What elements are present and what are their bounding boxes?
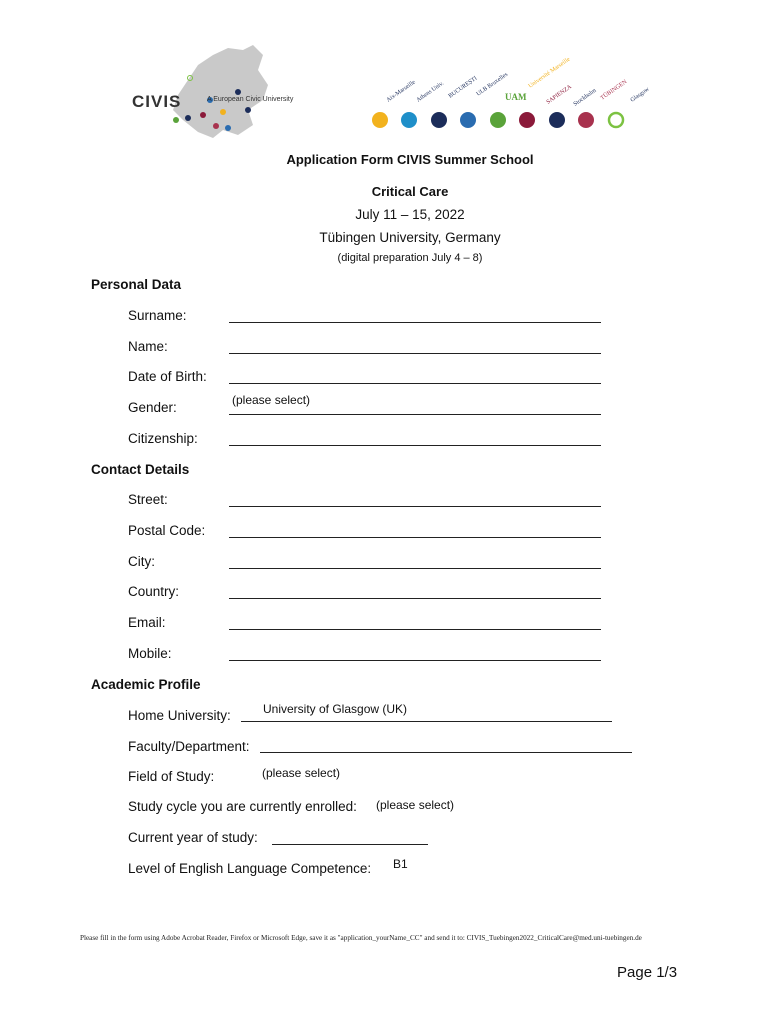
citizenship-label: Citizenship: bbox=[128, 431, 198, 446]
civis-wordmark: CIVIS bbox=[132, 92, 182, 111]
preparation-dates: (digital preparation July 4 – 8) bbox=[337, 252, 483, 264]
field-of-study-select[interactable]: (please select) bbox=[262, 766, 341, 780]
current-year-label: Current year of study: bbox=[128, 830, 258, 845]
partner-logos bbox=[370, 40, 700, 145]
city-label: City: bbox=[128, 554, 155, 569]
partner-universities-icon bbox=[370, 40, 700, 145]
postal-code-field[interactable] bbox=[229, 537, 601, 538]
faculty-label: Faculty/Department: bbox=[128, 739, 250, 754]
country-field[interactable] bbox=[229, 598, 601, 599]
english-level-label: Level of English Language Competence: bbox=[128, 861, 372, 876]
email-label: Email: bbox=[128, 615, 166, 630]
english-level-select[interactable]: B1 bbox=[393, 857, 408, 871]
home-university-label: Home University: bbox=[128, 708, 231, 723]
email-field[interactable] bbox=[229, 629, 601, 630]
footer-instructions: Please fill in the form using Adobe Acrobat Reader, Firefox or Microsoft Edge, save it as "application_yourName_CC" and send it to: CIVIS_Tuebingen2022_CriticalCare@med.uni-tuebingen.de bbox=[80, 934, 642, 942]
svg-text:Stockholm: Stockholm bbox=[572, 87, 598, 108]
svg-text:Aix-Marseille: Aix-Marseille bbox=[385, 79, 417, 104]
form-title: Application Form CIVIS Summer School bbox=[286, 152, 534, 167]
field-of-study-label: Field of Study: bbox=[128, 769, 215, 784]
faculty-field[interactable] bbox=[260, 752, 632, 753]
course-location: Tübingen University, Germany bbox=[319, 230, 501, 245]
street-label: Street: bbox=[128, 492, 168, 507]
svg-text:Glasgow: Glasgow bbox=[629, 86, 651, 104]
name-label: Name: bbox=[128, 339, 168, 354]
current-year-field[interactable] bbox=[272, 844, 428, 845]
country-label: Country: bbox=[128, 584, 180, 599]
city-field[interactable] bbox=[229, 568, 601, 569]
surname-label: Surname: bbox=[128, 308, 187, 323]
gender-label: Gender: bbox=[128, 400, 177, 415]
home-university-line bbox=[241, 721, 612, 722]
course-title: Critical Care bbox=[371, 184, 449, 199]
svg-text:Université Marseille: Université Marseille bbox=[527, 56, 572, 90]
section-academic-profile: Academic Profile bbox=[91, 677, 201, 692]
civis-logo bbox=[128, 40, 308, 140]
street-field[interactable] bbox=[229, 506, 601, 507]
svg-text:Athens Univ.: Athens Univ. bbox=[415, 80, 446, 104]
gender-field-line bbox=[229, 414, 601, 415]
mobile-field[interactable] bbox=[229, 660, 601, 661]
svg-text:UAM: UAM bbox=[505, 92, 527, 102]
gender-select[interactable]: (please select) bbox=[232, 393, 311, 407]
study-cycle-label: Study cycle you are currently enrolled: bbox=[128, 799, 357, 814]
mobile-label: Mobile: bbox=[128, 646, 172, 661]
citizenship-field[interactable] bbox=[229, 445, 601, 446]
home-university-select[interactable]: University of Glasgow (UK) bbox=[263, 702, 408, 716]
svg-text:ULB Bruxelles: ULB Bruxelles bbox=[475, 71, 510, 98]
name-field[interactable] bbox=[229, 353, 601, 354]
page-number: Page 1/3 bbox=[617, 964, 678, 981]
section-personal-data: Personal Data bbox=[91, 277, 182, 292]
study-cycle-select[interactable]: (please select) bbox=[376, 798, 455, 812]
dob-label: Date of Birth: bbox=[128, 369, 207, 384]
section-contact-details: Contact Details bbox=[91, 462, 190, 477]
svg-text:SAPIENZA: SAPIENZA bbox=[545, 84, 573, 106]
dob-field[interactable] bbox=[229, 383, 601, 384]
europe-map-icon bbox=[128, 40, 308, 140]
civis-tagline: A European Civic University bbox=[207, 96, 294, 103]
course-dates: July 11 – 15, 2022 bbox=[355, 207, 465, 222]
svg-text:TÜBINGEN: TÜBINGEN bbox=[599, 79, 629, 102]
svg-text:BUCUREȘTI: BUCUREȘTI bbox=[447, 75, 479, 100]
surname-field[interactable] bbox=[229, 322, 601, 323]
postal-code-label: Postal Code: bbox=[128, 523, 206, 538]
